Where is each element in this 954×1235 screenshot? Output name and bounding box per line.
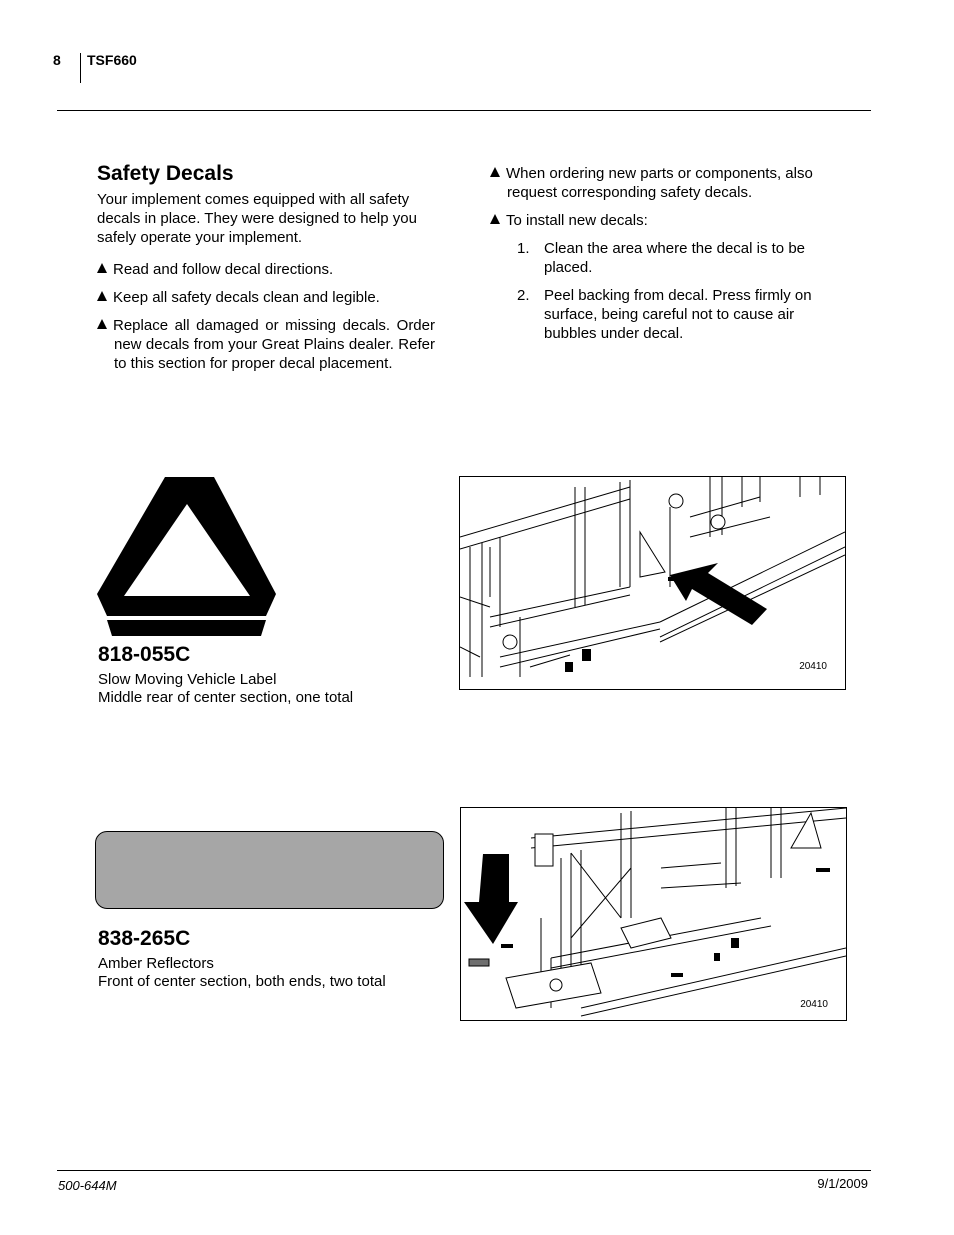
model-name: TSF660 xyxy=(87,52,137,68)
figure-number: 20410 xyxy=(799,661,827,672)
page-number: 8 xyxy=(53,52,61,68)
bullet-item: When ordering new parts or components, also request corresponding safety decals. xyxy=(490,164,835,202)
step-item: 1. Clean the area where the decal is to be placed. xyxy=(517,240,805,276)
header-divider xyxy=(80,53,81,83)
triangle-bullet-icon xyxy=(97,263,107,273)
placement-figure xyxy=(460,807,847,1021)
decal-part-number: 838-265C xyxy=(98,927,191,950)
decal-name: Amber Reflectors xyxy=(98,955,214,972)
triangle-bullet-icon xyxy=(97,291,107,301)
triangle-bullet-icon xyxy=(490,167,500,177)
header-rule xyxy=(57,110,871,111)
frame-drawing xyxy=(461,808,846,1020)
right-column xyxy=(490,164,835,343)
frame-drawing xyxy=(460,477,845,689)
triangle-bullet-icon xyxy=(97,319,107,329)
decal-name: Slow Moving Vehicle Label xyxy=(98,671,277,688)
decal-location: Middle rear of center section, one total xyxy=(98,689,354,706)
placement-figure xyxy=(459,476,846,690)
bullet-item: To install new decals: xyxy=(490,211,835,230)
document-number: 500-644M xyxy=(58,1178,117,1193)
intro-paragraph: Your implement comes equipped with all safety decals in place. They were designed to help you safely operate your implement. xyxy=(97,191,417,246)
smv-triangle-icon xyxy=(95,474,279,638)
bullet-item: Keep all safety decals clean and legible. xyxy=(97,288,435,307)
amber-reflector-icon xyxy=(95,831,444,909)
steps-list xyxy=(517,239,835,343)
left-column xyxy=(97,162,435,373)
section-title: Safety Decals xyxy=(97,162,234,185)
bullet-item: Read and follow decal directions. xyxy=(97,260,435,279)
figure-number: 20410 xyxy=(800,999,828,1010)
step-item: 2. Peel backing from decal. Press firmly on surface, being careful not to cause air bubbles under decal. xyxy=(517,287,812,342)
triangle-bullet-icon xyxy=(490,214,500,224)
footer-rule xyxy=(57,1170,871,1171)
bullet-item: Replace all damaged or missing decals. Order new decals from your Great Plains dealer. Refer to this section for proper decal placement. xyxy=(97,316,435,373)
decal-part-number: 818-055C xyxy=(98,643,191,666)
decal-location: Front of center section, both ends, two total xyxy=(98,973,386,990)
document-date: 9/1/2009 xyxy=(817,1176,868,1191)
